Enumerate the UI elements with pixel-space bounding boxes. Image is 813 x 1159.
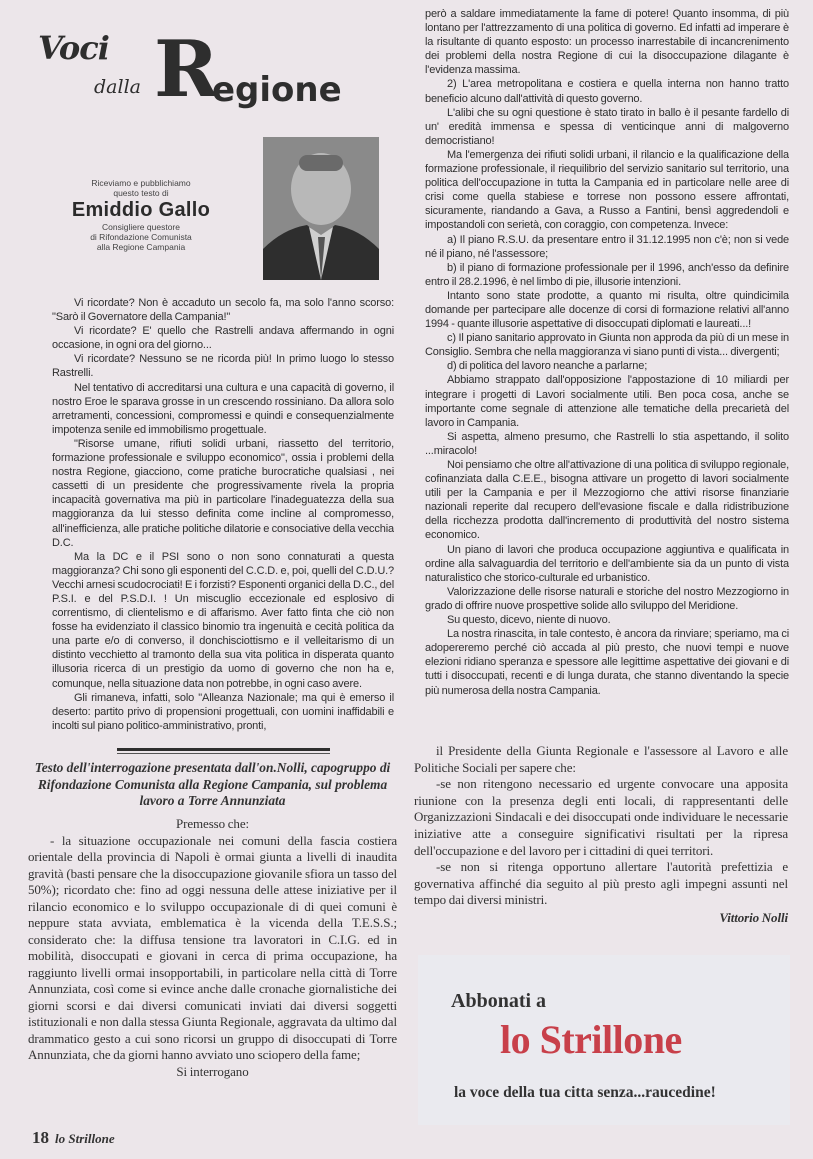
ad-brand: lo Strillone [500, 1017, 682, 1062]
paragraph: c) Il piano sanitario approvato in Giunta non approda da più di un mese in Consiglio. Sembra che nella maggioranza vi siano punti di vista... divergenti; [425, 332, 789, 359]
paragraph: Valorizzazione delle risorse naturali e storiche del nostro Mezzogiorno in grado di offrire nuove prospettive solide allo sviluppo del Meridione. [425, 585, 789, 612]
logo-dalla: dalla [94, 76, 141, 98]
logo-egione: egione [212, 70, 342, 110]
interrogation-column-right [414, 743, 788, 947]
intro-line-1: Riceviamo e pubblichiamo [91, 178, 191, 188]
intro-line-2: questo testo di [113, 188, 169, 198]
paragraph: Vi ricordate? E' quello che Rastrelli andava affermando in ogni occasione, in ogni ora del giorno... [52, 325, 394, 352]
logo-r: R [154, 24, 219, 115]
ad-tagline: la voce della tua citta senza...raucedine! [454, 1084, 716, 1101]
author-role-3: alla Regione Campania [96, 242, 186, 252]
paragraph: L'alibi che su ogni questione è stato tirato in ballo è il pesante fardello di un' eredità immensa e spessa di venticinque anni di malgoverno democristiano! [425, 106, 789, 147]
author-role-2: di Rifondazione Comunista [90, 232, 192, 242]
paragraph: Noi pensiamo che oltre all'attivazione di una politica di sviluppo regionale, cofinanziata dalla C.E.E., bisogna attivare un progetto di lavori socialmente utili per la Campania e per il Mezzogiorno che attivi risorse finanziarie nazionali reperite dal recupero dell'evasione fiscale e dalla ridistribuzione della ricchezza prodotta dall'incremento di produttività del nostro sistema economico. [425, 459, 789, 542]
page-number: 18 [32, 1128, 49, 1147]
paragraph: Si aspetta, almeno presumo, che Rastrelli lo stia aspettando, il solito ...miracolo! [425, 430, 789, 457]
paragraph: Ma l'emergenza dei rifiuti solidi urbani, il rilancio e la qualificazione della formazione professionale, il riequilibrio del servizio sanitario sul territorio, una politica dell'occupazione in tutta la Campania ed in particolare nelle aree di crisi come quella stabiese e torrese non possono essere affrontati, sicuramente, riandando a Gava, a Russo a Fantini, bensì aggredendoli e impostandoli con serietà, con coraggio, con competenza. Invece: [425, 148, 789, 232]
paragraph: -se non ritengono necessario ed urgente convocare una apposita riunione con la presenza degli enti locali, di rappresentanti delle Organizzazioni Sindacali e dei disoccupati onde individuare le necessarie iniziative atte a conseguire significativi risultati per la ripresa dell'occupazione e del lavoro per i cittadini di quei territori. [414, 776, 788, 858]
logo-voci: Voci [38, 29, 109, 67]
section-divider [117, 748, 330, 751]
section-logo [36, 26, 366, 122]
paragraph: Nel tentativo di accreditarsi una cultura e una capacità di governo, il nostro Eroe le sparava grosse in un crescendo rossiniano. Da allora solo arretramenti, concessioni, compromessi e quindi e consequenzialmente impotenza senile ed immobilismo progettuale. [52, 381, 394, 436]
paragraph: "Risorse umane, rifiuti solidi urbani, riassetto del territorio, formazione professionale e sviluppo economico", ossia i problemi della nostra Regione, giacciono, come pratiche burocratiche qualsiasi , nei cassetti di un presidente che progressivamente rivela la propria incapacità governativa ma più in particolare l'inadeguatezza della sua maggioranza da lui stesso definita come incline al compromesso, all'inefficienza, alle pratiche politiche dilatorie e consociative della vecchia D.C. [52, 437, 394, 549]
paragraph: Vi ricordate? Non è accaduto un secolo fa, ma solo l'anno scorso: "Sarò il Governatore della Campania!" [52, 297, 394, 324]
paragraph: Abbiamo strappato dall'opposizione l'appostazione di 10 miliardi per integrare i progetti di Lavori socialmente utili. Ben poca cosa, anche se importante come segnale di attenzione alle tematiche della precarietà del lavoro in Campania. [425, 374, 789, 429]
premise-heading: Premesso che: [175, 816, 250, 831]
interrogation-column-left [28, 816, 397, 1120]
author-intro [46, 178, 236, 252]
author-photo [263, 137, 379, 280]
author-name: Emiddio Gallo [71, 199, 211, 221]
page-footer [32, 1128, 115, 1149]
section-divider-thin [117, 753, 330, 754]
premise-body: - la situazione occupazionale nei comuni della fascia costiera orientale della provincia di Napoli è ormai giunta a livelli di inaudita gravità (basti pensare che la disoccupazione giovanile sfiora un tasso del 50%); ricordato che: fino ad oggi nessuna delle attese iniziative per il rilancio economico e lo sviluppo occupazionale di di quei comuni è neppure stata avviata, emblematica è la vicenda della T.E.S.S.; considerato che: la diffusa tensione tra lavoratori in C.I.G. ed in mobilità, disoccupati e giovani in cerca di prima occupazione, ha raggiunto livelli ormai insopportabili, in particolare nella città di Torre Annunziata, così come si evince anche dalle cronache giornalistiche dei giorni scorsi e dai diversi comunicati inviati dai diversi soggetti istituzionali e non dalla stessa Giunta Regionale, aggravata da ultimo dal drammatico gesto a cui sono ricorsi un gruppo di disoccupati di Torre Annunziata, che da giorni hanno avviato uno sciopero della fame; [28, 832, 397, 1062]
paragraph: La nostra rinascita, in tale contesto, è ancora da rinviare; speriamo, ma ci adopereremo perché ciò accada al più presto, che nuovi tempi e nuove elezioni ridiano speranza e spessore alle legittime aspettative dei giovani e di tutti i disoccupati, recenti e di lunga durata, che stanno diventando la specie più numerosa della nostra Campania. [425, 628, 789, 697]
paragraph: Vi ricordate? Nessuno se ne ricorda più! In primo luogo lo stesso Rastrelli. [52, 353, 394, 380]
article-column-left [52, 296, 394, 736]
interrogation-title: Testo dell'interrogazione presentata dall'on.Nolli, capogruppo di Rifondazione Comunista alla Regione Campania, sul problema lavoro a Torre Annunziata [34, 760, 391, 808]
paragraph: Intanto sono state prodotte, a quanto mi risulta, oltre quindicimila domande per partecipare alle docenze di corsi di formazione relativi all'anno 1994 - quante illusorie aspettative di disoccupati diplomati e laureati...! [425, 289, 789, 331]
article-column-right [425, 7, 789, 735]
ad-line-1: Abbonati a [451, 990, 547, 1012]
portrait-image [263, 137, 379, 280]
paragraph: però a saldare immediatamente la fame di potere! Quanto insomma, di più lontano per l'attrezzamento di una politica di governo. Ed infatti ad imperare è la risultante di quanto esposto: un processo inarrestabile di incancrenimento dei problemi della nostra Regione di cui la disoccupazione dilagante è l'evidenza massima. [425, 8, 789, 77]
paragraph: Su questo, dicevo, niente di nuovo. [447, 614, 611, 627]
paragraph: -se non si ritenga opportuno allertare l'autorità prefettizia e governativa affinché dia seguito al più presto agli impegni assunti nel tempo dai diversi ministri. [414, 859, 788, 908]
paragraph: a) Il piano R.S.U. da presentare entro il 31.12.1995 non c'è; non si vede né il piano, né l'assessore; [425, 233, 789, 260]
signature: Vittorio Nolli [719, 909, 788, 925]
author-role-1: Consigliere questore [102, 222, 180, 232]
paragraph: Gli rimaneva, infatti, solo "Alleanza Nazionale; ma qui è emerso il deserto: partito privo di propensioni progettuali, con uomini inaffidabili e incolti sul piano politico-amministrativo, pronti, [52, 691, 394, 732]
paragraph: d) di politica del lavoro neanche a parlarne; [447, 360, 648, 373]
subscribe-ad[interactable] [418, 955, 790, 1125]
magazine-name: lo Strillone [55, 1131, 115, 1146]
paragraph: 2) L'area metropolitana e costiera e quella interna non hanno tratto beneficio alcuno dall'attività di questo governo. [425, 78, 789, 105]
paragraph: il Presidente della Giunta Regionale e l'assessore al Lavoro e alle Politiche Sociali per sapere che: [414, 743, 788, 775]
paragraph: Un piano di lavori che produca occupazione aggiuntiva e qualificata in ordine alla salvaguardia del territorio e dell'ambiente sia da un punto di vista naturalistico che storico-culturale ed urbanistico. [425, 543, 789, 584]
paragraph: b) il piano di formazione professionale per il 1996, anch'esso da definire entro il 28.2.1996, è nel limbo di pie, illusorie intenzioni. [425, 261, 789, 288]
interrogation-ask: Si interrogano [176, 1063, 249, 1079]
paragraph: Ma la DC e il PSI sono o non sono connaturati a questa maggioranza? Chi sono gli esponenti del C.C.D. e, poi, quelli del C.D.U.? Vecchi arnesi scudocrociati! E i forzisti? Esponenti organici della D.C., del P.S.I. e del P.S.D.I. ! Un miscuglio eccezionale ed esplosivo di correntismo, di clientelismo e di affarismo. Aver fatto finta che ciò non fosse ha evidenziato il classico binomio tra ingenuità e cecità politica da una parte e/o di converso, il donchisciottismo e il velleitarismo di un distinto vecchietto al tramonto della sua vita politica in disperata quanto illusoria ricerca di un prestigio da uomo di governo che non ha e, comunque, nella situazione data non potrebbe, in ogni caso avere. [52, 550, 394, 690]
